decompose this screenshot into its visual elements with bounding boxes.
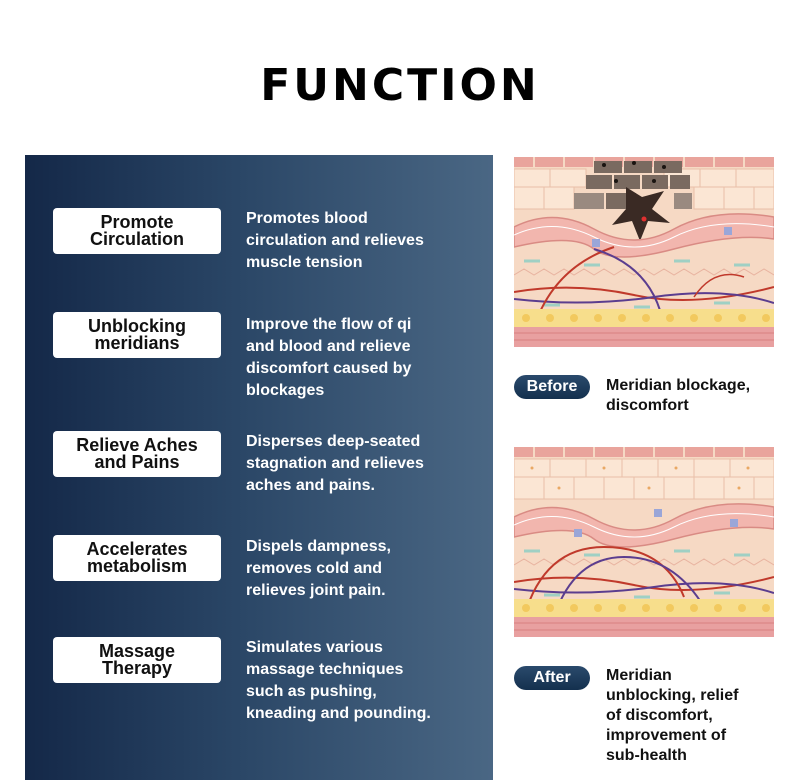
function-label-meridians: Unblocking meridians [53, 312, 221, 358]
after-caption: Meridian unblocking, relief of discomfort, improvement of sub-health [606, 667, 739, 764]
function-label-massage: Massage Therapy [53, 637, 221, 683]
function-desc-aches: Disperses deep-seated stagnation and relieves aches and pains. [246, 433, 424, 494]
after-skin-illustration [514, 447, 774, 637]
function-desc-circulation: Promotes blood circulation and relieves muscle tension [246, 210, 424, 271]
function-panel [25, 155, 493, 780]
skin-cross-section-clear [514, 447, 774, 637]
function-label-circulation: Promote Circulation [53, 208, 221, 254]
before-skin-illustration [514, 157, 774, 347]
after-tag: After [514, 666, 590, 690]
function-desc-metabolism: Dispels dampness, removes cold and relieves joint pain. [246, 538, 391, 599]
before-caption: Meridian blockage, discomfort [606, 377, 751, 414]
function-label-aches: Relieve Aches and Pains [53, 431, 221, 477]
function-label-metabolism: Accelerates metabolism [53, 535, 221, 581]
before-tag: Before [514, 375, 590, 399]
skin-cross-section-blocked [514, 157, 774, 347]
function-desc-massage: Simulates various massage techniques such as pushing, kneading and pounding. [246, 639, 431, 722]
page-title: FUNCTION [260, 60, 540, 111]
function-desc-meridians: Improve the flow of qi and blood and relieve discomfort caused by blockages [246, 316, 412, 399]
